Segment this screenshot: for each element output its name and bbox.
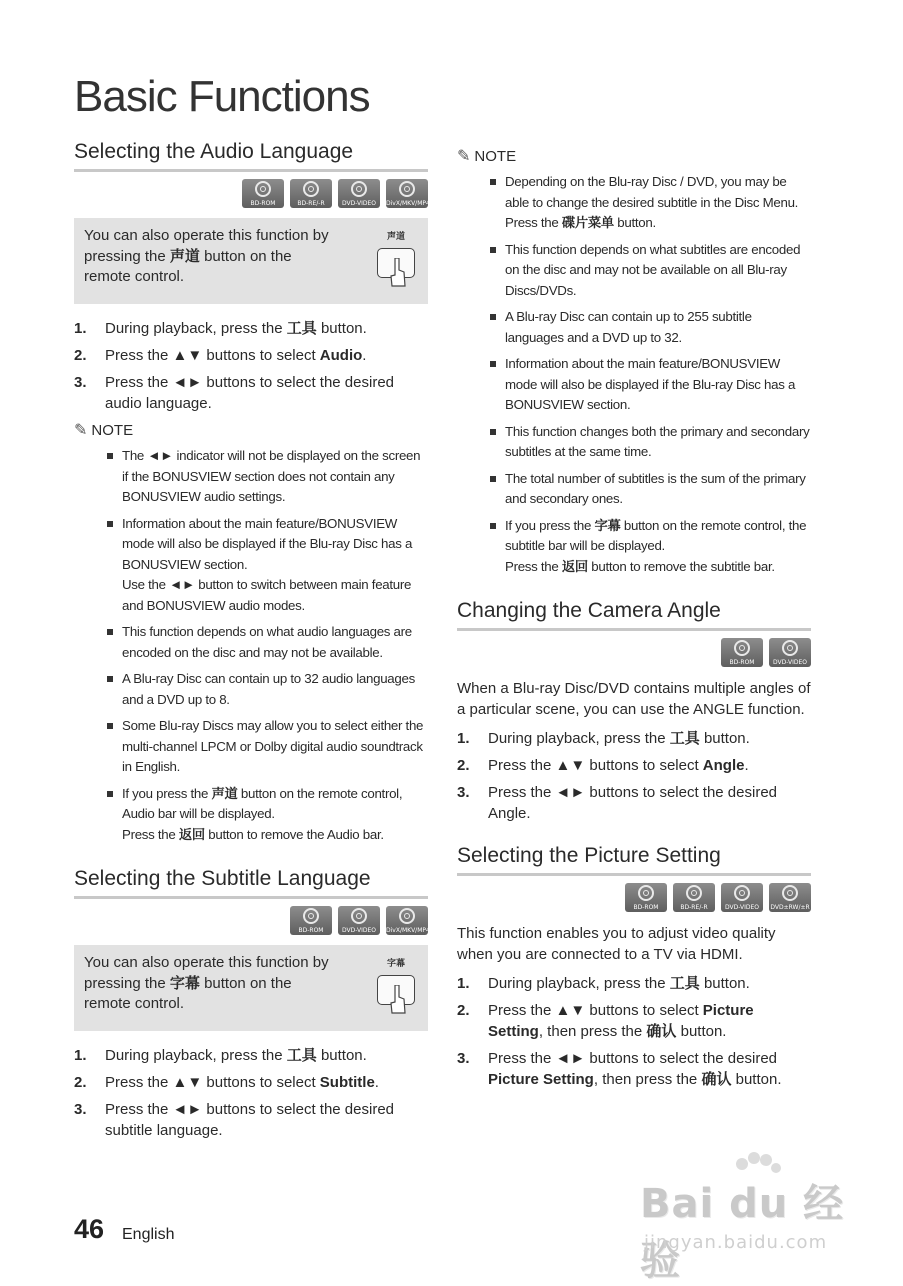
subtitle-disc-icons [74,906,428,935]
remote-button-icon [376,226,416,290]
picture-section-title: Selecting the Picture Setting [457,844,811,876]
subtitle-steps [74,1045,428,1141]
footer-language: English [122,1226,175,1243]
bd-rom-disc-icon: BD-ROM [290,906,332,935]
audio-section [74,140,428,845]
pointing-hand-icon [390,258,406,288]
bd-re-disc-icon: BD-RE/-R [673,883,715,912]
list-item: This function depends on what audio languages are encoded on the disc and may not be available. [106,622,428,663]
picture-section [457,844,811,1090]
picture-intro: This function enables you to adjust video quality when you are connected to a TV via HDMI. [457,925,776,963]
list-item: Information about the main feature/BONUSVIEW mode will also be displayed if the Blu-ray Disc has a BONUSVIEW section. Use the ◄► button to switch between main feature and BONUSVIEW audio modes. [106,514,428,617]
subtitle-notes [457,172,811,577]
remote-button-label: 声道 [386,231,405,241]
pencil-icon: ✎ [74,422,88,439]
list-item: 1. During playback, press the 工具 button. [457,975,750,992]
dvd-video-disc-icon: DVD-VIDEO [338,179,380,208]
audio-steps [74,318,428,414]
list-item: 2. Press the ▲▼ buttons to select Picture Setting, then press the 确认 button. [457,1002,754,1040]
dvd-video-disc-icon: DVD-VIDEO [338,906,380,935]
subtitle-info-text: You can also operate this function by pressing the 字幕 button on the remote control. [84,954,329,1012]
page-number: 46 [74,1214,105,1244]
audio-info-box [74,218,428,304]
list-item: 2. Press the ▲▼ buttons to select Angle. [457,757,749,774]
bd-rom-disc-icon: BD-ROM [242,179,284,208]
audio-disc-icons [74,179,428,208]
remote-button-label: 字幕 [386,958,405,968]
page-title: Basic Functions [74,72,370,121]
list-item: Information about the main feature/BONUSVIEW mode will also be displayed if the Blu-ray Disc has a BONUSVIEW section. [489,354,811,416]
angle-steps [457,728,811,824]
list-item: A Blu-ray Disc can contain up to 255 subtitle languages and a DVD up to 32. [489,307,811,348]
list-item: 1. During playback, press the 工具 button. [74,320,367,337]
list-item: 1. During playback, press the 工具 button. [74,1047,367,1064]
divx-disc-icon: DivX/MKV/MP4 [386,906,428,935]
list-item: 3. Press the ◄► buttons to select the desired audio language. [74,374,395,412]
pointing-hand-icon [390,985,406,1015]
subtitle-note-heading: ✎ NOTE [457,147,517,165]
list-item: 2. Press the ▲▼ buttons to select Audio. [74,347,367,364]
picture-steps [457,973,811,1090]
list-item: If you press the 声道 button on the remote control, Audio bar will be displayed. Press the 返回 button to remove the Audio bar. [106,784,428,846]
list-item: This function changes both the primary and secondary subtitles at the same time. [489,422,811,463]
dvd-video-disc-icon: DVD-VIDEO [721,883,763,912]
angle-section [457,599,811,824]
baidu-watermark [640,1150,860,1284]
bd-rom-disc-icon: BD-ROM [721,638,763,667]
subtitle-info-box [74,945,428,1031]
list-item: Depending on the Blu-ray Disc / DVD, you may be able to change the desired subtitle in the Disc Menu. Press the 碟片菜单 button. [489,172,811,234]
watermark-url: jingyan.baidu.com [644,1232,828,1253]
audio-notes [74,446,428,845]
subtitle-section-title: Selecting the Subtitle Language [74,867,428,899]
list-item: 2. Press the ▲▼ buttons to select Subtitle. [74,1074,379,1091]
left-column [74,140,428,1147]
audio-section-title: Selecting the Audio Language [74,140,428,172]
list-item: Some Blu-ray Discs may allow you to select either the multi-channel LPCM or Dolby digital audio soundtrack in English. [106,716,428,778]
dvd-rw-disc-icon: DVD±RW/±R [769,883,811,912]
list-item: The total number of subtitles is the sum of the primary and secondary ones. [489,469,811,510]
right-column [457,140,811,1096]
subtitle-section [74,867,428,1141]
list-item: This function depends on what subtitles are encoded on the disc and may not be available on all Blu-ray Discs/DVDs. [489,240,811,302]
list-item: 1. During playback, press the 工具 button. [457,730,750,747]
pencil-icon: ✎ [457,148,471,165]
list-item: 3. Press the ◄► buttons to select the desired Angle. [457,784,778,822]
angle-intro: When a Blu-ray Disc/DVD contains multiple angles of a particular scene, you can use the ANGLE function. [457,680,811,718]
picture-disc-icons [457,883,811,912]
divx-disc-icon: DivX/MKV/MP4 [386,179,428,208]
audio-note-heading: ✎ NOTE [74,421,134,439]
list-item: A Blu-ray Disc can contain up to 32 audio languages and a DVD up to 8. [106,669,428,710]
dvd-video-disc-icon: DVD-VIDEO [769,638,811,667]
list-item: If you press the 字幕 button on the remote control, the subtitle bar will be displayed. Press the 返回 button to remove the subtitle bar. [489,516,811,578]
remote-button-icon [376,953,416,1017]
watermark-text: Bai du 经验 [640,1181,845,1284]
bd-re-disc-icon: BD-RE/-R [290,179,332,208]
list-item: 3. Press the ◄► buttons to select the desired subtitle language. [74,1101,395,1139]
angle-disc-icons [457,638,811,667]
list-item: 3. Press the ◄► buttons to select the desired Picture Setting, then press the 确认 button. [457,1050,782,1088]
bd-rom-disc-icon: BD-ROM [625,883,667,912]
list-item: The ◄► indicator will not be displayed on the screen if the BONUSVIEW section does not contain any BONUSVIEW audio settings. [106,446,428,508]
audio-info-text: You can also operate this function by pressing the 声道 button on the remote control. [84,227,329,285]
angle-section-title: Changing the Camera Angle [457,599,811,631]
